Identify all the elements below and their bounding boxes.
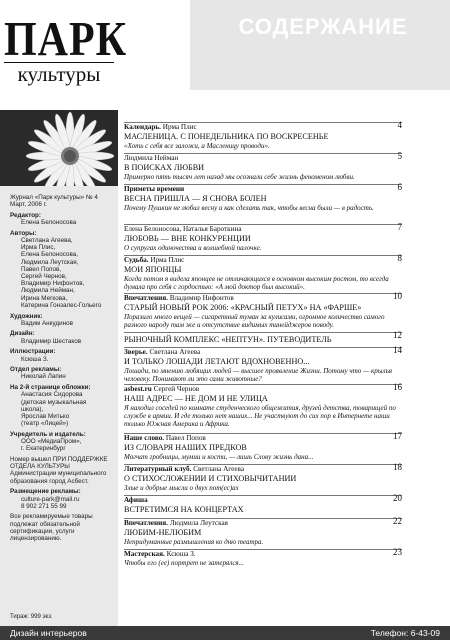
illustrations-name: Ксюша З.: [21, 355, 49, 363]
authors-label: Авторы:: [10, 229, 37, 237]
entry-category: Зверье.: [124, 348, 148, 356]
entry-headline: МАСЛЕНИЦА. С ПОНЕДЕЛЬНИКА ПО ВОСКРЕСЕНЬЕ: [124, 132, 329, 141]
entry-author: Людмила Нейман: [124, 154, 179, 162]
entry-headline: РЫНОЧНЫЙ КОМПЛЕКС «НЕПТУН». ПУТЕВОДИТЕЛЬ: [124, 335, 332, 344]
author-name: Людмила Нейман,: [21, 287, 75, 295]
entry-page-number: 22: [393, 516, 402, 526]
entry-description: Злые и добрые мысли о двух пот(ес)ах: [124, 483, 239, 492]
entry-category: Афиша: [124, 496, 148, 504]
cover-line: школа),: [21, 405, 44, 413]
toc-entry[interactable]: [124, 433, 402, 461]
entry-author: Людмила Леутская: [169, 519, 228, 527]
entry-author: Светлана Агеева: [193, 465, 245, 473]
entry-headline: В ПОИСКАХ ЛЮБВИ: [124, 163, 205, 172]
entry-description: «Хоть с себя все заложи, а Масленицу проводи».: [124, 141, 270, 150]
toc-entry[interactable]: [124, 153, 402, 181]
entry-category: asbest.ru: [124, 385, 152, 393]
entry-category: Мастерская.: [124, 550, 165, 558]
illustrations-label: Иллюстрации:: [10, 348, 56, 356]
logo-top-text: ПАРК: [4, 13, 128, 67]
entry-category: Приметы времени: [124, 185, 185, 193]
toc-entry[interactable]: [124, 495, 402, 515]
entry-page-number: 8: [397, 253, 402, 263]
footer-ad-right: Телефон: 6-43-09: [370, 628, 440, 638]
entry-category: Впечатления.: [124, 294, 168, 302]
toc-entry[interactable]: [124, 122, 402, 150]
toc-entry[interactable]: [124, 384, 402, 428]
entry-description: Чтобы его (ее) портрет не затерялся...: [124, 559, 244, 567]
toc-entry[interactable]: [124, 184, 402, 212]
entry-page-number: 10: [393, 291, 402, 301]
cover-label: На 2-й странице обложки:: [10, 384, 91, 392]
toc-entry[interactable]: [124, 347, 402, 383]
page-title: СОДЕРЖАНИЕ: [238, 14, 408, 39]
author-name: Катерина Гонзалес-Гольего: [21, 301, 102, 309]
toc-entry[interactable]: [124, 549, 402, 567]
entry-headline: О СТИХОСЛОЖЕНИИ И СТИХОВЫЧИТАНИИ: [124, 474, 297, 483]
entry-headline: НАШ АДРЕС — НЕ ДОМ И НЕ УЛИЦА: [124, 394, 268, 403]
entry-page-number: 7: [397, 222, 402, 232]
entry-headline: МОИ ЯПОНЦЫ: [124, 265, 182, 274]
author-name: Елена Белоносова,: [21, 251, 79, 259]
author-name: Ирма Плис,: [21, 244, 56, 252]
author-name: Владимир Нифонтов,: [21, 280, 85, 288]
entry-description: Непридуманные размышления ко дню театра.: [124, 537, 264, 546]
entry-page-number: 4: [397, 120, 402, 130]
entry-description: Почему Пушкин не любил весну и как сделать так, чтобы весна была — в радость.: [124, 203, 374, 212]
entry-category: Литературный клуб.: [124, 465, 192, 473]
entry-category: Судьба.: [124, 256, 149, 264]
placement-email[interactable]: culture-park@mail.ru: [21, 495, 80, 503]
entry-headline: ЛЮБОВЬ — ВНЕ КОНКУРЕНЦИИ: [124, 234, 251, 243]
daisy-photo: [0, 110, 118, 186]
entry-page-number: 17: [393, 431, 402, 441]
entry-headline: ИЗ СЛОВАРЯ НАШИХ ПРЕДКОВ: [124, 443, 247, 452]
placement-phone: 8 902 271 55 99: [21, 502, 67, 510]
cover-line: Ярослав Митько: [21, 412, 70, 420]
entry-description: Лошади, по мнению любящих людей — высшее проявление Жизни. Потому что — крылья человеку. Понимают ли это сами животные?: [124, 366, 393, 383]
entry-page-number: 14: [393, 345, 402, 355]
entry-page-number: 20: [393, 493, 402, 503]
entry-category: Впечатления.: [124, 519, 168, 527]
entry-page-number: 5: [397, 151, 402, 161]
entry-headline: ВСТРЕТИМСЯ НА КОНЦЕРТАХ: [124, 505, 244, 514]
author-name: Ирина Мегкова,: [21, 294, 68, 302]
entry-page-number: 12: [393, 330, 402, 340]
publisher-label: Учредитель и издатель:: [10, 430, 86, 438]
footer-bar: [0, 626, 450, 640]
entry-description: Поразило много вещей — сигаретный туман за кулисами, огромное количество самого разного народу там же и отсутствие видимых тинейджеров поводу.: [124, 312, 385, 329]
publisher-line: г. Екатеринбург: [21, 445, 66, 453]
ads-label: Отдел рекламы:: [10, 366, 62, 374]
entry-headline: СТАРЫЙ НОВЫЙ РОК 2006: «КРАСНЫЙ ПЕТУХ» НА «ФАРШЕ»: [124, 303, 362, 312]
author-name: Павел Попов,: [21, 265, 62, 273]
cover-line: (детская музыкальная: [21, 398, 87, 406]
entry-author: Елена Белоносова, Наталья Бароткина: [124, 225, 242, 233]
toc-entry[interactable]: [124, 518, 402, 546]
placement-label: Размещение рекламы:: [10, 488, 81, 496]
disclaimer: Все рекламируемые товары подлежат обязательной сертификации, услуги лицензированию.: [10, 513, 93, 543]
entry-description: Когда потом я видела японцев не отличающихся в основном высоким ростом, то всегда думала про себя с гордостью: «А мой доктор был высокий».: [124, 274, 389, 291]
toc-entry[interactable]: [124, 224, 402, 252]
toc-entry[interactable]: [124, 293, 402, 329]
author-name: Людмила Леутская,: [21, 258, 79, 266]
entry-headline: ВЕСНА ПРИШЛА — Я СНОВА БОЛЕН: [124, 194, 267, 203]
entry-page-number: 16: [393, 382, 402, 392]
imprint-journal: Журнал «Парк культуры» № 4: [10, 194, 98, 201]
cover-line: Анастасия Сидорова: [21, 391, 83, 399]
artist-name: Вадим Анкудинов: [21, 319, 73, 327]
imprint-block: [10, 194, 114, 546]
editor-name: Елена Белоносова: [21, 219, 77, 227]
entry-author: Владимир Нифонтов: [169, 294, 234, 302]
circulation: Тираж: 999 экз.: [10, 614, 53, 620]
entry-page-number: 6: [397, 182, 402, 192]
toc-entry[interactable]: [124, 332, 402, 345]
ads-name: Николай Лапин: [21, 373, 66, 381]
entry-author: Светлана Агеева: [149, 348, 201, 356]
entry-page-number: 23: [393, 547, 402, 557]
entry-author: Ирма Плис: [162, 123, 197, 131]
toc-entry[interactable]: [124, 255, 402, 291]
entry-description: Могчат гробницы, мумии и кости, — лишь Слову жизнь дана...: [124, 452, 314, 461]
entry-description: Примерно пять тысяч лет назад мы осознали себе жизнь феноменом любви.: [124, 172, 355, 181]
entry-description: О супругах одиночества и волшебной палочке.: [124, 243, 262, 252]
artist-label: Художник:: [10, 312, 43, 320]
author-name: Светлана Агеева,: [21, 237, 73, 245]
entry-headline: ЛЮБИМ-НЕЛЮБИМ: [124, 528, 202, 537]
cover-line: (театр «Лицей»): [21, 420, 69, 428]
entry-author: Ксюша З.: [166, 550, 196, 558]
imprint-date: Март, 2006 г.: [10, 201, 47, 209]
footer-ad-left: Дизайн интерьеров: [10, 628, 87, 638]
logo-bottom-text: культуры: [4, 62, 114, 85]
toc-entry[interactable]: [124, 464, 402, 492]
entry-author: Ирма Плис: [150, 256, 185, 264]
publisher-line: ООО «МедиаПром»,: [21, 438, 82, 446]
entry-page-number: 18: [393, 462, 402, 472]
entry-description: Я находил соседей по комнате студенческого общежития, друзей детства, товарищей по службе в армии. И где только нет наших... Не участвуют до сих пор в Интернете наши только Южная Америка и Африка.: [124, 403, 396, 429]
entry-author: Павел Попов: [165, 434, 206, 442]
entry-category: Наше слово.: [124, 434, 165, 442]
daisy-image-icon: [0, 110, 118, 186]
author-name: Сергей Чернов,: [21, 273, 67, 281]
entry-author: Сергей Чернов: [153, 385, 200, 393]
support-note: Номер вышел ПРИ ПОДДЕРЖКЕ ОТДЕЛА КУЛЬТУРЫ Администрации муниципального образования город Асбест.: [10, 456, 108, 485]
design-label: Дизайн:: [10, 330, 35, 338]
editor-label: Редактор:: [10, 211, 41, 219]
entry-headline: И ТОЛЬКО ЛОШАДИ ЛЕТАЮТ ВДОХНОВЕННО...: [124, 357, 310, 366]
magazine-logo: [4, 13, 128, 86]
entry-category: Календарь.: [124, 123, 161, 131]
design-name: Владимир Шестаков: [21, 337, 82, 345]
